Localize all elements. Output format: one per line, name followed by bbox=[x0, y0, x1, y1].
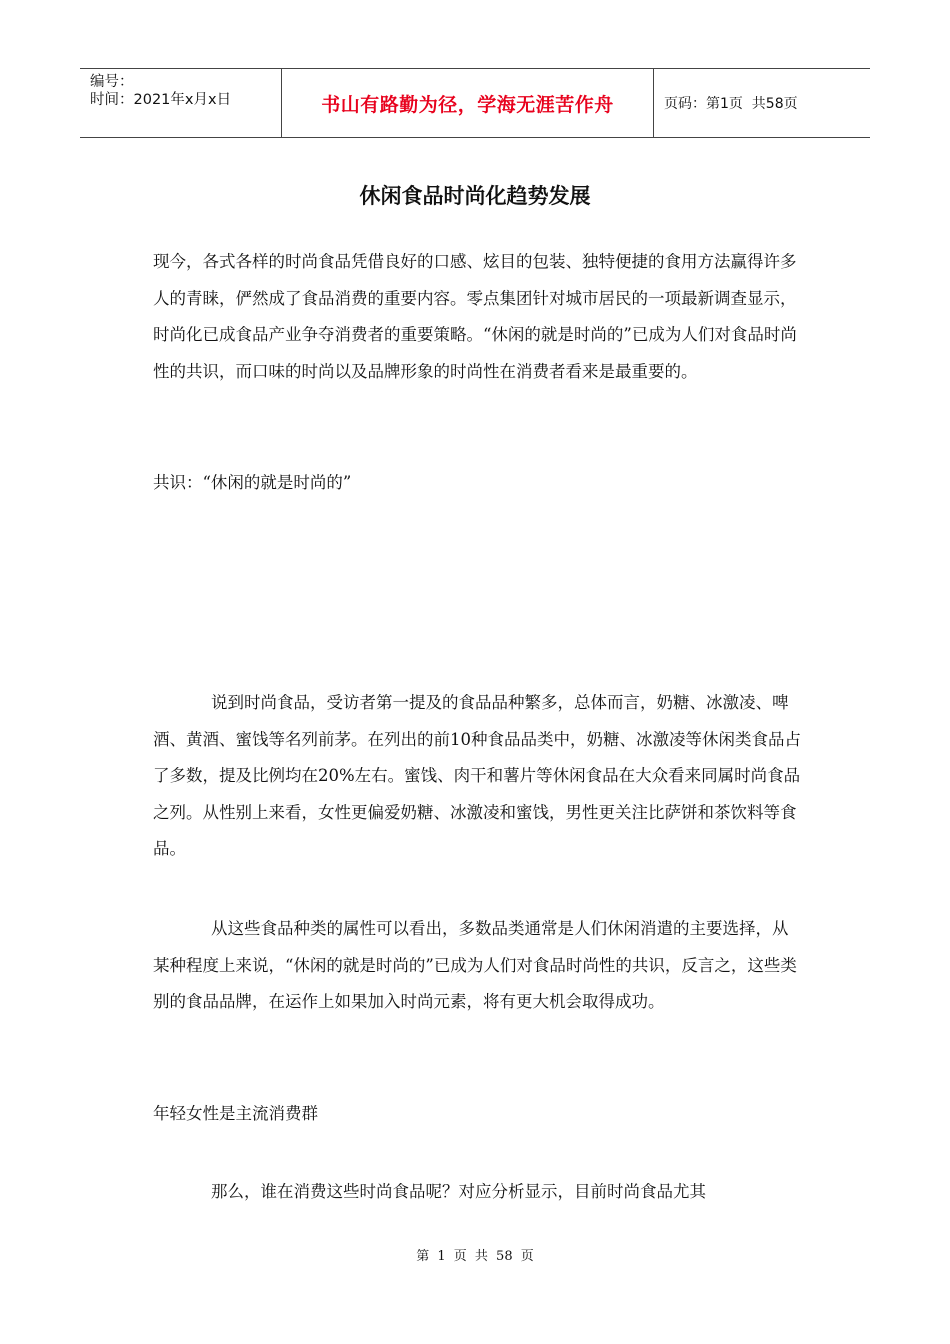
header-divider bbox=[653, 69, 654, 137]
paragraph-category-attributes: 从这些食品种类的属性可以看出，多数品类通常是人们休闲消遣的主要选择，从某种程度上来说，“休闲的就是时尚的”已成为人们对食品时尚性的共识，反言之，这些类别的食品品牌，在运作上如果加入时尚元素，将有更大机会取得成功。 bbox=[153, 919, 797, 1012]
section-heading-consensus: 共识：“休闲的就是时尚的” bbox=[153, 473, 352, 492]
motto: 书山有路勤为径，学海无涯苦作舟 bbox=[321, 93, 614, 116]
header-table bbox=[80, 68, 870, 138]
header-left-cell bbox=[90, 73, 280, 109]
time-label: 时间：2021年x月x日 bbox=[90, 92, 232, 108]
page-info: 页码：第1页 共58页 bbox=[664, 96, 798, 112]
paragraph-intro: 现今，各式各样的时尚食品凭借良好的口感、炫目的包装、独特便捷的食用方法赢得许多人的青睐，俨然成了食品消费的重要内容。零点集团针对城市居民的一项最新调查显示，时尚化已成食品产业争夺消费者的重要策略。“休闲的就是时尚的”已成为人们对食品时尚性的共识，而口味的时尚以及品牌形象的时尚性在消费者看来是最重要的。 bbox=[153, 252, 797, 381]
page-footer: 第 1 页 共 58 页 bbox=[416, 1249, 534, 1264]
number-label: 编号： bbox=[90, 74, 134, 90]
document-title: 休闲食品时尚化趋势发展 bbox=[359, 184, 591, 208]
section-heading-young-women: 年轻女性是主流消费群 bbox=[153, 1104, 318, 1123]
paragraph-consumers: 那么，谁在消费这些时尚食品呢？对应分析显示，目前时尚食品尤其 bbox=[211, 1182, 706, 1201]
paragraph-popular-foods: 说到时尚食品，受访者第一提及的食品品种繁多，总体而言，奶糖、冰激凌、啤酒、黄酒、蜜饯等名列前茅。在列出的前10种食品品类中，奶糖、冰激凌等休闲类食品占了多数，提及比例均在20%左右。蜜饯、肉干和薯片等休闲食品在大众看来同属时尚食品之列。从性别上来看，女性更偏爱奶糖、冰激凌和蜜饯，男性更关注比萨饼和茶饮料等食品。 bbox=[153, 693, 801, 859]
